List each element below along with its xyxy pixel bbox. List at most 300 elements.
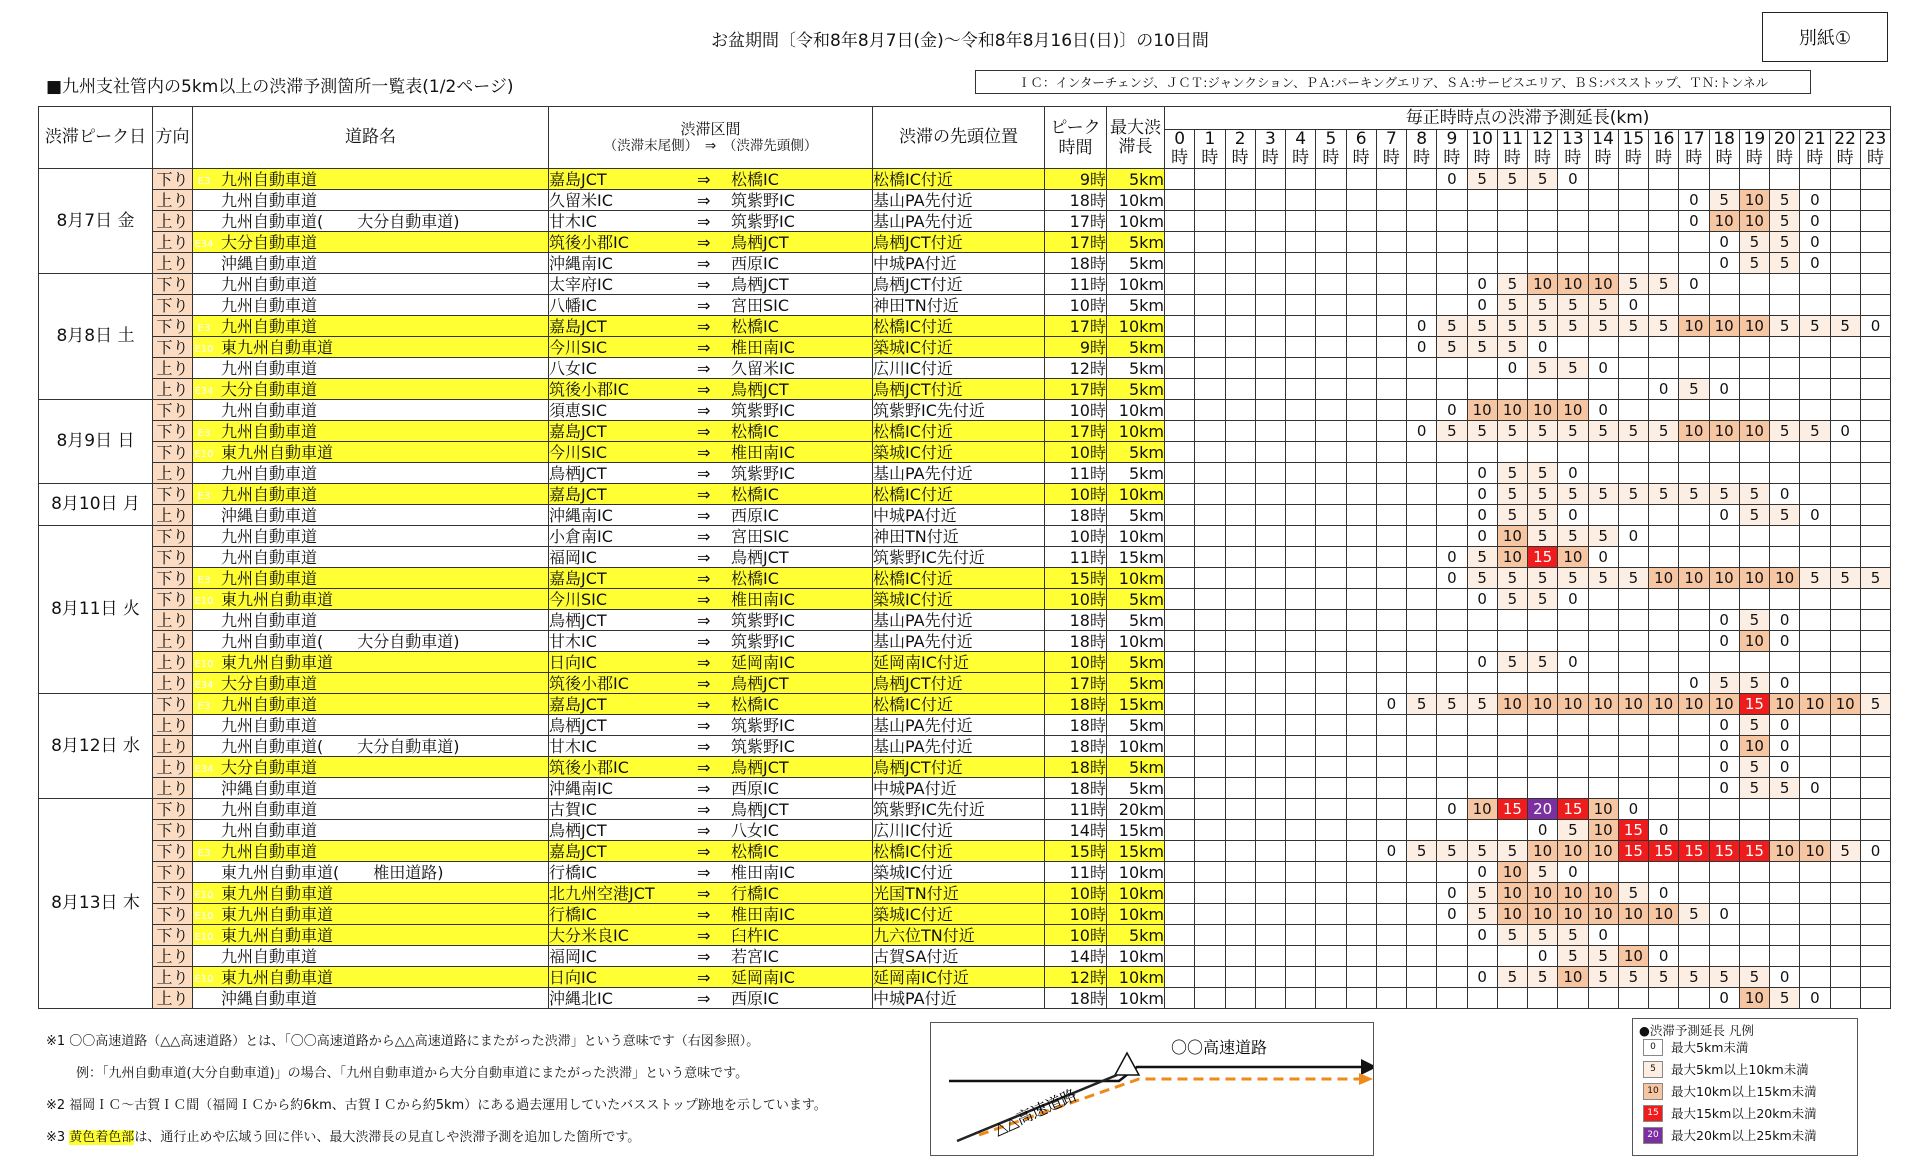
hourly-cell <box>1770 799 1800 820</box>
hourly-cell <box>1225 568 1255 589</box>
section-to: 筑紫野IC <box>731 400 795 420</box>
hourly-cell <box>1346 421 1376 442</box>
section-to: 鳥栖JCT <box>731 547 789 567</box>
hourly-cell <box>1558 337 1588 358</box>
hourly-cell <box>1165 988 1195 1009</box>
hourly-cell <box>1739 442 1769 463</box>
hourly-cell <box>1830 505 1860 526</box>
hourly-cell <box>1739 337 1769 358</box>
hourly-cell <box>1195 547 1225 568</box>
road-label: 東九州自動車道 <box>221 925 334 945</box>
hourly-cell <box>1739 295 1769 316</box>
hourly-cell <box>1376 946 1406 967</box>
section-to: 筑紫野IC <box>731 463 795 483</box>
hourly-cell: 0 <box>1770 610 1800 631</box>
head-position: 神田TN付近 <box>873 526 1045 547</box>
hourly-cell <box>1255 400 1285 421</box>
hourly-cell <box>1437 736 1467 757</box>
hourly-cell <box>1800 904 1830 925</box>
hourly-cell <box>1407 652 1437 673</box>
hourly-cell <box>1497 190 1527 211</box>
max-length: 5km <box>1107 337 1165 358</box>
arrow-icon: ⇒ <box>697 883 711 903</box>
col-peak: ピーク時間 <box>1045 107 1107 169</box>
section-from: 日向IC <box>549 967 597 987</box>
hourly-cell: 0 <box>1528 337 1558 358</box>
table-row <box>39 799 1891 820</box>
hourly-cell <box>1316 484 1346 505</box>
peak-date: 8月7日 金 <box>39 169 153 274</box>
hour-unit: 時 <box>1624 148 1642 168</box>
road-label: 東九州自動車道 <box>221 652 334 672</box>
hour-unit: 時 <box>1322 148 1340 168</box>
hourly-cell <box>1800 589 1830 610</box>
hourly-cell <box>1800 736 1830 757</box>
hourly-cell <box>1407 820 1437 841</box>
hourly-cell <box>1225 253 1255 274</box>
section-to: 鳥栖JCT <box>731 799 789 819</box>
hourly-cell <box>1649 862 1679 883</box>
hourly-cell <box>1286 715 1316 736</box>
legend-swatch: 15 <box>1643 1105 1663 1122</box>
hourly-cell <box>1770 526 1800 547</box>
hourly-cell <box>1830 211 1860 232</box>
hourly-cell <box>1225 736 1255 757</box>
congestion-section <box>549 505 873 526</box>
hourly-cell <box>1588 589 1618 610</box>
route-code-badge: E3 <box>197 280 211 292</box>
legend-label: 最大5km以上10km未満 <box>1671 1062 1809 1077</box>
hourly-cell: 20 <box>1528 799 1558 820</box>
hourly-cell <box>1376 862 1406 883</box>
hourly-cell <box>1528 736 1558 757</box>
hourly-cell <box>1860 526 1890 547</box>
road-label: 九州自動車道 <box>221 946 318 966</box>
hourly-cell <box>1407 505 1437 526</box>
table-row <box>39 484 1891 505</box>
table-row <box>39 547 1891 568</box>
head-position: 延岡南IC付近 <box>873 967 1045 988</box>
route-code-badge: E10 <box>346 868 366 880</box>
hourly-cell <box>1860 169 1890 190</box>
hourly-cell <box>1830 883 1860 904</box>
hourly-cell <box>1709 358 1739 379</box>
table-row <box>39 190 1891 211</box>
hourly-cell: 5 <box>1709 967 1739 988</box>
hourly-cell <box>1255 820 1285 841</box>
road-name <box>193 904 549 925</box>
section-from: 嘉島JCT <box>549 421 607 441</box>
peak-time: 9時 <box>1045 337 1107 358</box>
hour-header <box>1467 130 1497 169</box>
hourly-cell: 5 <box>1588 967 1618 988</box>
hourly-cell <box>1528 715 1558 736</box>
hourly-cell <box>1649 736 1679 757</box>
hourly-cell <box>1497 442 1527 463</box>
hourly-cell <box>1649 337 1679 358</box>
hourly-cell: 0 <box>1770 757 1800 778</box>
hourly-cell <box>1255 925 1285 946</box>
hourly-cell: 5 <box>1497 316 1527 337</box>
hour-number: 4 <box>1295 129 1307 149</box>
hourly-cell <box>1618 988 1648 1009</box>
hourly-cell <box>1618 757 1648 778</box>
hourly-cell <box>1830 904 1860 925</box>
hourly-cell <box>1195 589 1225 610</box>
hourly-cell <box>1165 295 1195 316</box>
hourly-cell <box>1679 799 1709 820</box>
hourly-cell <box>1860 757 1890 778</box>
max-length: 10km <box>1107 421 1165 442</box>
hourly-cell <box>1618 337 1648 358</box>
hourly-cell <box>1860 736 1890 757</box>
hourly-cell <box>1830 652 1860 673</box>
road-label: 東九州自動車道 <box>221 967 334 987</box>
peak-time: 18時 <box>1045 988 1107 1009</box>
hourly-cell <box>1709 589 1739 610</box>
direction: 上り <box>153 505 193 526</box>
hourly-cell: 0 <box>1618 526 1648 547</box>
hourly-cell <box>1165 904 1195 925</box>
hourly-cell: 0 <box>1558 505 1588 526</box>
hourly-cell: 10 <box>1588 820 1618 841</box>
hourly-cell <box>1225 799 1255 820</box>
hourly-cell <box>1618 862 1648 883</box>
hourly-cell: 5 <box>1739 232 1769 253</box>
hourly-cell <box>1165 421 1195 442</box>
road-label: 九州自動車道 <box>221 190 318 210</box>
hour-number: 14 <box>1592 129 1614 149</box>
hourly-cell <box>1800 799 1830 820</box>
max-length: 10km <box>1107 316 1165 337</box>
hourly-cell: 10 <box>1558 904 1588 925</box>
road-label: 九州自動車道( <box>221 631 324 651</box>
direction: 下り <box>153 862 193 883</box>
direction: 上り <box>153 946 193 967</box>
section-from: 古賀IC <box>549 799 597 819</box>
hourly-cell <box>1376 820 1406 841</box>
hourly-cell: 10 <box>1588 883 1618 904</box>
hourly-cell <box>1618 505 1648 526</box>
hourly-cell <box>1860 652 1890 673</box>
hourly-cell <box>1830 484 1860 505</box>
hourly-cell <box>1407 463 1437 484</box>
hourly-cell <box>1467 232 1497 253</box>
hourly-cell <box>1588 652 1618 673</box>
hourly-cell <box>1739 799 1769 820</box>
direction: 下り <box>153 337 193 358</box>
hourly-cell <box>1528 610 1558 631</box>
hourly-cell: 10 <box>1558 694 1588 715</box>
hourly-cell <box>1800 925 1830 946</box>
hourly-cell <box>1739 526 1769 547</box>
hourly-cell: 5 <box>1739 505 1769 526</box>
annex-label: 別紙① <box>1762 12 1888 62</box>
hourly-cell <box>1800 715 1830 736</box>
hour-number: 11 <box>1501 129 1524 149</box>
hourly-cell: 10 <box>1588 841 1618 862</box>
hourly-cell: 0 <box>1709 757 1739 778</box>
hourly-cell <box>1195 295 1225 316</box>
hour-header <box>1286 130 1316 169</box>
table-row <box>39 337 1891 358</box>
direction: 下り <box>153 484 193 505</box>
hourly-cell: 5 <box>1467 883 1497 904</box>
congestion-section <box>549 841 873 862</box>
section-to: 鳥栖JCT <box>731 379 789 399</box>
arrow-icon: ⇒ <box>697 358 711 378</box>
hourly-cell <box>1286 673 1316 694</box>
hourly-cell <box>1830 820 1860 841</box>
hourly-cell <box>1165 925 1195 946</box>
hourly-cell <box>1286 505 1316 526</box>
section-to: 椎田南IC <box>731 589 795 609</box>
hourly-cell: 0 <box>1830 421 1860 442</box>
hourly-cell <box>1679 862 1709 883</box>
peak-time: 10時 <box>1045 526 1107 547</box>
hourly-cell <box>1376 778 1406 799</box>
section-from: 筑後小郡IC <box>549 673 629 693</box>
max-length: 15km <box>1107 820 1165 841</box>
hourly-cell <box>1407 925 1437 946</box>
road-name <box>193 925 549 946</box>
hourly-cell: 5 <box>1709 484 1739 505</box>
hourly-cell: 0 <box>1709 778 1739 799</box>
hourly-cell <box>1165 358 1195 379</box>
hourly-cell <box>1195 169 1225 190</box>
route-code-badge: E3 <box>197 427 211 439</box>
peak-time: 10時 <box>1045 652 1107 673</box>
hourly-cell <box>1225 190 1255 211</box>
hourly-cell <box>1649 988 1679 1009</box>
hourly-cell: 10 <box>1528 883 1558 904</box>
hourly-cell <box>1255 442 1285 463</box>
direction: 下り <box>153 841 193 862</box>
hourly-cell <box>1376 232 1406 253</box>
hourly-cell: 0 <box>1800 190 1830 211</box>
hourly-cell <box>1649 631 1679 652</box>
hourly-cell <box>1255 841 1285 862</box>
head-position: 中城PA付近 <box>873 988 1045 1009</box>
hourly-cell <box>1709 925 1739 946</box>
route-code-badge: E58 <box>194 784 214 796</box>
hourly-cell: 5 <box>1528 295 1558 316</box>
section-to: 松橋IC <box>731 568 779 588</box>
hour-header <box>1588 130 1618 169</box>
hourly-cell <box>1618 358 1648 379</box>
hourly-cell: 10 <box>1497 904 1527 925</box>
road-name <box>193 358 549 379</box>
head-position: 中城PA付近 <box>873 505 1045 526</box>
hourly-cell <box>1558 673 1588 694</box>
hourly-cell <box>1739 358 1769 379</box>
hourly-cell: 10 <box>1528 841 1558 862</box>
hourly-cell <box>1497 673 1527 694</box>
hourly-cell: 0 <box>1860 841 1890 862</box>
hourly-cell <box>1467 610 1497 631</box>
table-row <box>39 820 1891 841</box>
hourly-cell <box>1709 169 1739 190</box>
hourly-cell: 0 <box>1437 400 1467 421</box>
hourly-cell <box>1709 526 1739 547</box>
road-name <box>193 316 549 337</box>
hourly-cell <box>1558 988 1588 1009</box>
hour-number: 2 <box>1234 129 1246 149</box>
hourly-cell: 0 <box>1649 379 1679 400</box>
hourly-cell <box>1770 358 1800 379</box>
road-label: 九州自動車道 <box>221 841 318 861</box>
route-code-badge: E34 <box>194 763 214 775</box>
note-2: ※2 福岡ＩＣ～古賀ＩＣ間（福岡ＩＣから約6km、古賀ＩＣから約5km）にある過去運用していたバスストップ跡地を示しています。 <box>46 1098 827 1113</box>
road-label: 九州自動車道 <box>221 358 318 378</box>
table-row <box>39 568 1891 589</box>
hourly-cell: 5 <box>1467 568 1497 589</box>
hourly-cell <box>1195 862 1225 883</box>
hourly-cell <box>1618 715 1648 736</box>
road-label: 九州自動車道 <box>221 568 318 588</box>
hourly-cell: 0 <box>1407 421 1437 442</box>
hourly-cell <box>1860 589 1890 610</box>
hourly-cell <box>1437 484 1467 505</box>
hourly-cell <box>1195 799 1225 820</box>
hourly-cell <box>1346 946 1376 967</box>
hourly-cell: 10 <box>1709 568 1739 589</box>
arrow-icon: ⇒ <box>697 232 711 252</box>
direction: 下り <box>153 799 193 820</box>
hourly-cell: 5 <box>1558 295 1588 316</box>
head-position: 築城IC付近 <box>873 862 1045 883</box>
route-code-badge: E3 <box>197 826 211 838</box>
hourly-cell <box>1800 862 1830 883</box>
arrow-icon: ⇒ <box>697 820 711 840</box>
hourly-cell <box>1346 988 1376 1009</box>
max-length: 5km <box>1107 589 1165 610</box>
legend-swatch: 5 <box>1643 1061 1663 1078</box>
hourly-cell <box>1830 253 1860 274</box>
congestion-section <box>549 337 873 358</box>
hourly-cell <box>1316 190 1346 211</box>
table-row <box>39 967 1891 988</box>
hourly-cell: 0 <box>1467 463 1497 484</box>
hourly-cell: 5 <box>1830 841 1860 862</box>
hourly-cell <box>1588 505 1618 526</box>
hourly-cell <box>1316 757 1346 778</box>
road-name <box>193 232 549 253</box>
legend-label: 最大10km以上15km未満 <box>1671 1084 1817 1099</box>
hour-number: 15 <box>1622 129 1645 149</box>
road-name <box>193 421 549 442</box>
hourly-cell: 10 <box>1497 547 1527 568</box>
road-label: 沖縄自動車道 <box>221 988 318 1008</box>
table-row <box>39 631 1891 652</box>
hourly-cell <box>1225 631 1255 652</box>
hourly-cell: 0 <box>1649 820 1679 841</box>
hourly-cell <box>1588 442 1618 463</box>
arrow-icon: ⇒ <box>697 967 711 987</box>
hourly-cell: 5 <box>1770 232 1800 253</box>
peak-time: 18時 <box>1045 736 1107 757</box>
section-to: 筑紫野IC <box>731 715 795 735</box>
route-code-badge: E10 <box>194 868 214 880</box>
hourly-cell <box>1195 841 1225 862</box>
arrow-icon: ⇒ <box>697 421 711 441</box>
hourly-cell: 5 <box>1800 316 1830 337</box>
peak-time: 11時 <box>1045 274 1107 295</box>
hourly-cell <box>1770 946 1800 967</box>
hourly-cell: 0 <box>1800 988 1830 1009</box>
hourly-cell <box>1860 442 1890 463</box>
hourly-cell: 5 <box>1497 421 1527 442</box>
hourly-cell <box>1830 799 1860 820</box>
hourly-cell <box>1830 715 1860 736</box>
hourly-cell: 5 <box>1830 316 1860 337</box>
hourly-cell <box>1770 925 1800 946</box>
hourly-cell <box>1225 610 1255 631</box>
hourly-cell <box>1800 757 1830 778</box>
hourly-cell <box>1346 820 1376 841</box>
hourly-cell <box>1316 547 1346 568</box>
hourly-cell <box>1165 694 1195 715</box>
head-position: 松橋IC付近 <box>873 421 1045 442</box>
hourly-cell <box>1800 484 1830 505</box>
hourly-cell: 5 <box>1618 484 1648 505</box>
direction: 上り <box>153 652 193 673</box>
hourly-cell <box>1679 715 1709 736</box>
road-name <box>193 295 549 316</box>
hourly-cell: 5 <box>1437 841 1467 862</box>
hourly-cell <box>1407 211 1437 232</box>
peak-date: 8月13日 木 <box>39 799 153 1009</box>
hourly-cell: 5 <box>1649 274 1679 295</box>
hourly-cell <box>1860 190 1890 211</box>
hour-unit: 時 <box>1473 148 1491 168</box>
hourly-cell <box>1467 736 1497 757</box>
hourly-cell <box>1558 232 1588 253</box>
road-label-2: 椎田道路) <box>373 862 444 882</box>
hourly-cell <box>1649 295 1679 316</box>
hourly-cell <box>1679 778 1709 799</box>
direction: 上り <box>153 631 193 652</box>
hourly-cell: 5 <box>1497 568 1527 589</box>
peak-time: 12時 <box>1045 358 1107 379</box>
hourly-cell <box>1679 526 1709 547</box>
hourly-cell <box>1467 631 1497 652</box>
direction: 下り <box>153 316 193 337</box>
hourly-cell: 5 <box>1467 316 1497 337</box>
hourly-cell: 5 <box>1830 568 1860 589</box>
peak-time: 10時 <box>1045 883 1107 904</box>
section-from: 鳥栖JCT <box>549 463 607 483</box>
hourly-cell <box>1679 925 1709 946</box>
hourly-cell <box>1286 757 1316 778</box>
hourly-cell <box>1286 799 1316 820</box>
hourly-cell <box>1346 379 1376 400</box>
section-to: 松橋IC <box>731 484 779 504</box>
section-to: 椎田南IC <box>731 904 795 924</box>
hourly-cell <box>1739 904 1769 925</box>
hourly-cell <box>1316 652 1346 673</box>
legend-label: 最大20km以上25km未満 <box>1671 1128 1817 1143</box>
table-row <box>39 379 1891 400</box>
arrow-icon: ⇒ <box>697 799 711 819</box>
hourly-cell <box>1467 778 1497 799</box>
hourly-cell <box>1709 820 1739 841</box>
hourly-cell: 5 <box>1558 484 1588 505</box>
hourly-cell: 5 <box>1649 421 1679 442</box>
road-name <box>193 400 549 421</box>
hourly-cell <box>1286 400 1316 421</box>
max-length: 5km <box>1107 253 1165 274</box>
